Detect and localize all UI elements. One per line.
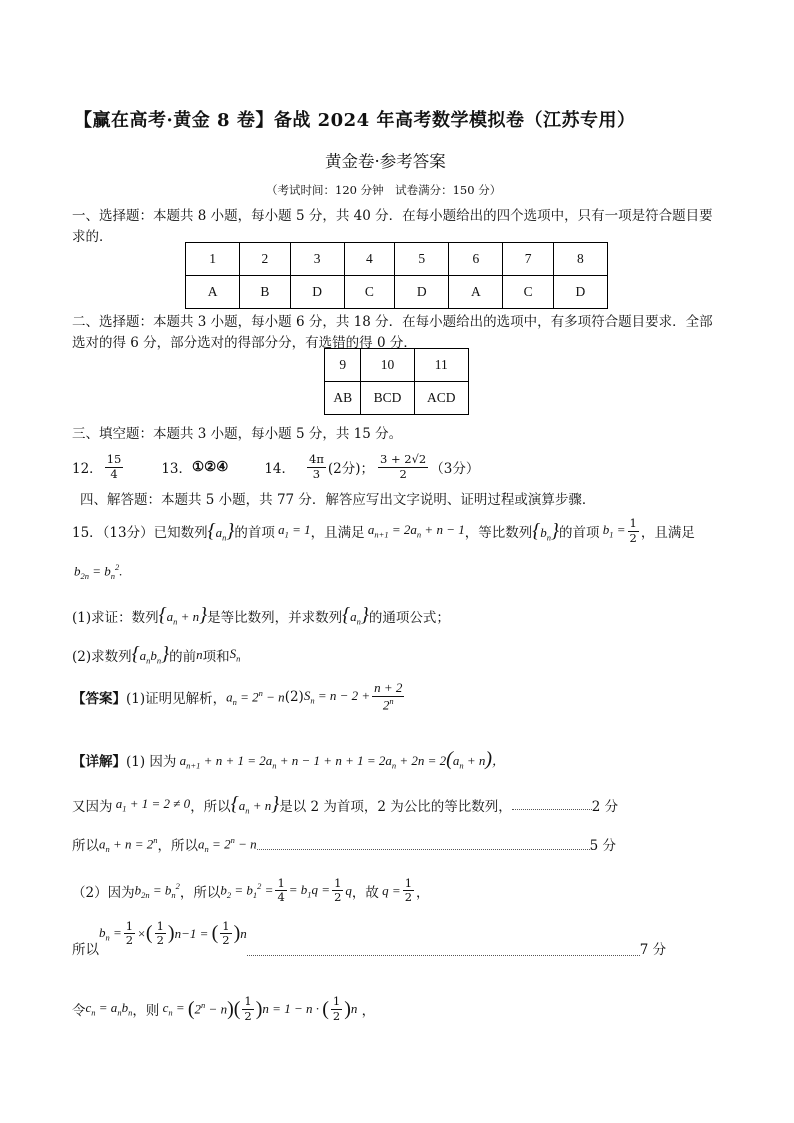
math-expr: $\{a_n + n\}$ — [158, 604, 208, 627]
question-number: 4 — [344, 243, 394, 276]
section2-heading: 二、选择题：本题共 3 小题，每小题 6 分，共 18 分．在每小题给出的选项中，有多项符合题目要求．全部 — [72, 314, 713, 330]
question-number: 11 — [414, 349, 468, 382]
q15-text: 的前 — [169, 648, 197, 665]
math-expr: $a_{n+1} = 2a_n + n - 1$ — [364, 522, 465, 540]
q15-text: (1) 因为 — [126, 753, 177, 770]
question-number: 5 — [395, 243, 449, 276]
math-expr: = $b_1q$ = — [288, 881, 331, 900]
math-expr: n — [196, 646, 203, 662]
math-expr: $b_2 = b_1^2$ = — [220, 881, 274, 901]
math-expr: $c_n = a_nb_n$ — [85, 1000, 133, 1018]
q15-answer — [72, 680, 406, 714]
table-row — [325, 349, 469, 382]
math-expr: $a_1 = 1$ — [274, 522, 311, 540]
answer-cell: ACD — [414, 382, 468, 415]
q15-text: ，等比数列 — [464, 525, 533, 541]
q15-detail-1 — [72, 748, 505, 771]
section4-heading: 四、解答题：本题共 5 小题，共 77 分．解答应写出文字说明、证明过程或演算步骤． — [80, 492, 596, 508]
answer-cell: A — [449, 276, 503, 309]
math-expr: $c_n$ = ( $2^n - n$ ) ( $\frac{1}{2}$ ) n = 1 − n · ( $\frac{1}{2}$ ) n ， — [159, 994, 376, 1023]
q15-text: (2) — [284, 689, 304, 705]
q15-text: ，所以 — [190, 798, 231, 815]
math-expr: $a_1 + 1 = 2 \ne 0$ — [112, 795, 191, 814]
question-number: 2 — [240, 243, 290, 276]
section1-heading: 一、选择题：本题共 8 小题，每小题 5 分，共 40 分．在每小题给出的四个选项中，只有一项是符合题目要 — [72, 208, 713, 224]
q12-label: 12． — [72, 461, 103, 477]
q15-detail-4: （2）因为 $b_{2n} = b_n^2$ ，所以 $b_2 = b_1^2$ = $\frac{1}{4}$ = $b_1q$ = $\frac{1}{2}$ q ，故 q = $\frac{1}{2}$ ， — [72, 876, 430, 905]
score-mark: 5 分 — [589, 838, 616, 854]
q13-label: 13． — [161, 461, 193, 477]
q15-text: ，且满足 — [640, 525, 695, 541]
document-subtitle: 黄金卷·参考答案 — [325, 152, 446, 171]
q15-text: ，且满足 — [310, 525, 365, 541]
section1-heading-cont: 求的． — [72, 229, 113, 245]
math-expr: $\{a_n + n\}$ — [230, 793, 280, 816]
q15-statement — [72, 516, 695, 546]
math-expr: $b_{2n} = b_n^2$. — [74, 562, 123, 581]
q15-detail-5 — [72, 920, 666, 962]
q15-text: 是等比数列，并求数列 — [207, 609, 343, 626]
q15-text: (2)求数列 — [72, 648, 132, 665]
q15-text: 项和 — [202, 648, 230, 665]
math-expr: $a_n = 2^n - n$ — [226, 687, 285, 707]
section2-answer-table — [324, 348, 469, 415]
math-fraction: $\frac{1}{2}$ — [629, 516, 637, 545]
dotted-leader — [257, 839, 590, 850]
math-expr: $a_n = 2^n - n$ — [198, 834, 257, 854]
question-number: 6 — [449, 243, 503, 276]
math-expr: $S_n$ — [229, 645, 241, 664]
math-expr: $\{a_n\}$ — [342, 604, 369, 627]
q15-detail-3 — [72, 834, 616, 854]
q15-text: 所以 — [72, 838, 99, 854]
fill-blank-answers — [72, 448, 479, 486]
q15-text: 的首项 — [234, 525, 275, 541]
answer-cell: D — [290, 276, 344, 309]
q15-text: ，故 — [351, 884, 379, 901]
math-expr: $\{a_n\}$ — [207, 519, 235, 543]
q15-text: 的通项公式； — [368, 609, 450, 626]
q15-text: (1)求证：数列 — [72, 609, 159, 626]
q15-text: ，所以 — [179, 884, 221, 901]
math-expr: $b_1$ = — [599, 522, 626, 540]
q12-fraction: $\frac{15}{4}$ — [106, 452, 122, 481]
math-expr: $a_n + n = 2^n$ — [99, 834, 158, 854]
q15-part2 — [72, 643, 240, 666]
answer-cell: C — [344, 276, 394, 309]
q15-text: 的首项 — [558, 525, 600, 541]
answer-cell: AB — [325, 382, 361, 415]
math-expr: q = — [378, 882, 401, 898]
question-number: 3 — [290, 243, 344, 276]
q15-text: 是以 2 为首项，2 为公比的等比数列， — [279, 798, 512, 815]
question-number: 8 — [553, 243, 607, 276]
answer-label: 【答案】 — [72, 691, 126, 707]
q15-detail-2 — [72, 793, 618, 816]
q14-score-b: （3分） — [430, 461, 480, 477]
dotted-leader — [247, 945, 640, 956]
dotted-leader — [512, 799, 592, 810]
answer-cell: A — [186, 276, 240, 309]
math-fraction: $\frac{1}{2}$ — [334, 876, 342, 905]
math-expr: $S_n = n - 2$ + — [303, 688, 371, 706]
q14-fraction-b: $\frac{3 + 2√2}{2}$ — [380, 452, 427, 481]
section1-answer-table — [185, 242, 608, 309]
math-expr: $\{b_n\}$ — [532, 519, 559, 543]
q15-text: (1)证明见解析， — [126, 691, 227, 707]
table-row — [325, 382, 469, 415]
math-expr: $a_{n+1} + n + 1 = 2a_n + n - 1 + n + 1 = 2a_n + 2n = 2(a_n + n)$， — [176, 748, 506, 771]
question-number: 10 — [361, 349, 414, 382]
math-expr: q — [345, 882, 352, 898]
q15-text: 又因为 — [72, 798, 113, 815]
q15-text: ，则 — [132, 1003, 160, 1019]
table-row — [186, 243, 608, 276]
math-expr: $\{a_nb_n\}$ — [131, 643, 170, 666]
question-number: 9 — [325, 349, 361, 382]
section2-heading-cont: 选对的得 6 分，部分选对的得部分分，有选错的得 0 分． — [72, 335, 417, 351]
detail-label: 【详解】 — [72, 753, 126, 770]
q15-text: 所以 — [72, 942, 99, 958]
question-number: 7 — [503, 243, 553, 276]
answer-cell: B — [240, 276, 290, 309]
math-expr: $b_{2n} = b_n^2$ — [134, 881, 180, 901]
q15-part1 — [72, 604, 450, 627]
exam-note: （考试时间：120 分钟 试卷满分：150 分） — [266, 183, 502, 197]
math-fraction: $\frac{1}{2}$ — [404, 876, 413, 905]
q14-label: 14． — [264, 461, 296, 477]
q15-text: （2）因为 — [72, 884, 135, 901]
q15-detail-6 — [72, 988, 375, 1030]
q15-text: ，所以 — [157, 838, 199, 854]
q13-answer: ①②④ — [192, 459, 229, 475]
score-mark: 2 分 — [591, 798, 619, 815]
q14-fraction-a: $\frac{4\pi}{3}$ — [309, 452, 324, 481]
answer-cell: C — [503, 276, 553, 309]
math-fraction: $\frac{n + 2}{2^n}$ — [374, 679, 403, 713]
score-mark: 7 分 — [639, 942, 667, 958]
question-number: 1 — [186, 243, 240, 276]
math-expr: $b_n$ = $\frac{1}{2}$ × ( $\frac{1}{2}$ ) n−1 = ( $\frac{1}{2}$ ) n — [99, 919, 247, 948]
math-fraction: $\frac{1}{4}$ — [277, 876, 285, 905]
section3-heading: 三、填空题：本题共 3 小题，每小题 5 分，共 15 分。 — [72, 426, 403, 442]
answer-cell: D — [395, 276, 449, 309]
q15-text: 令 — [72, 1003, 86, 1019]
q15-intro: 15．（13分）已知数列 — [72, 525, 208, 541]
table-row — [186, 276, 608, 309]
answer-cell: BCD — [361, 382, 414, 415]
q14-score-a: (2分)； — [327, 461, 375, 477]
answer-cell: D — [553, 276, 607, 309]
document-title: 【赢在高考·黄金 8 卷】备战 2024 年高考数学模拟卷（江苏专用） — [74, 110, 636, 131]
